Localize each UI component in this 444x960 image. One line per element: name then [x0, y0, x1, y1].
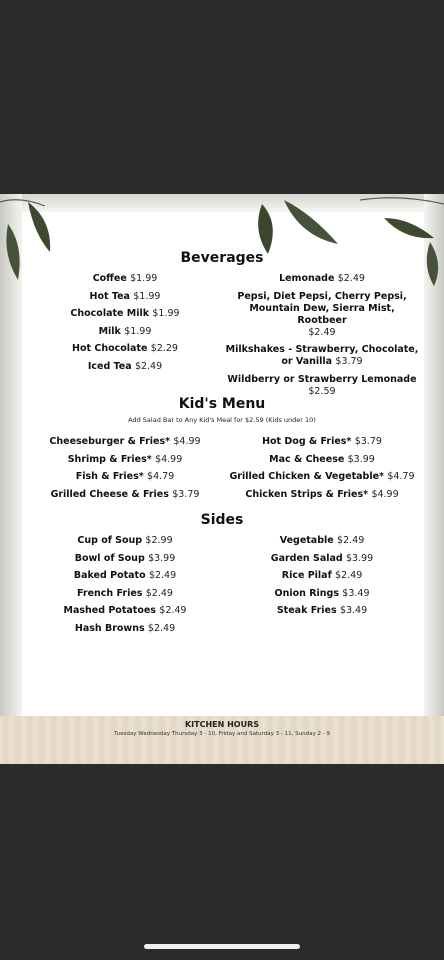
menu-item: Hot Dog & Fries* $3.79 — [262, 436, 382, 447]
menu-item: Hot Chocolate $2.29 — [72, 343, 178, 354]
menu-item: Garden Salad $3.99 — [270, 552, 374, 564]
beverages-right-column — [224, 273, 420, 403]
menu-item: Lemonade $2.49 — [279, 273, 365, 284]
menu-item: Chocolate Milk $1.99 — [70, 308, 180, 319]
menu-item: Wildberry or Strawberry Lemonade $2.59 — [227, 373, 417, 397]
menu-item: Milkshakes - Strawberry, Chocolate, or Vanilla $3.79 — [225, 344, 419, 367]
home-indicator[interactable] — [144, 944, 300, 949]
menu-item: Cheeseburger & Fries* $4.99 — [49, 436, 201, 447]
sides-title: Sides — [200, 512, 244, 528]
menu-item: Mashed Potatoes $2.49 — [63, 605, 187, 616]
menu-item: Onion Rings $3.49 — [274, 587, 370, 599]
menu-item: Pepsi, Diet Pepsi, Cherry Pepsi, Mountain Dew, Sierra Mist, Rootbeer $2.49 — [237, 290, 407, 338]
menu-item: Iced Tea $2.49 — [87, 360, 163, 372]
sides-left-column — [40, 535, 210, 640]
menu-item: Shrimp & Fries* $4.99 — [67, 453, 183, 465]
menu-item: Bowl of Soup $3.99 — [74, 552, 176, 564]
menu-item: Baked Potato $2.49 — [73, 570, 177, 581]
menu-item: Vegetable $2.49 — [279, 535, 365, 546]
kids-right-column — [224, 436, 420, 506]
menu-item: French Fries $2.49 — [77, 587, 173, 599]
kitchen-hours-title: KITCHEN HOURS — [184, 720, 260, 729]
sides-right-column — [224, 535, 420, 623]
menu-item: Rice Pilaf $2.49 — [281, 570, 363, 581]
kitchen-hours-text: Tuesday Wednesday Thursday 3 - 10, Friday and Saturday 3 - 11, Sunday 2 - 9 — [114, 731, 330, 737]
kids-menu-note: Add Salad Bar to Any Kid's Meal for $2.59 (Kids under 10) — [128, 416, 316, 424]
menu-item: Chicken Strips & Fries* $4.99 — [245, 488, 399, 500]
menu-page — [0, 194, 444, 764]
menu-item: Cup of Soup $2.99 — [77, 535, 173, 546]
menu-item: Grilled Cheese & Fries $3.79 — [50, 488, 200, 500]
menu-item: Mac & Cheese $3.99 — [269, 453, 375, 465]
menu-item: Milk $1.99 — [98, 325, 152, 337]
menu-item: Grilled Chicken & Vegetable* $4.79 — [229, 471, 415, 482]
menu-item: Hot Tea $1.99 — [89, 290, 161, 302]
menu-item: Steak Fries $3.49 — [276, 605, 368, 616]
beverages-left-column — [40, 273, 210, 378]
menu-item: Hash Browns $2.49 — [74, 622, 176, 634]
kids-left-column — [40, 436, 210, 506]
beverages-title: Beverages — [180, 250, 264, 266]
menu-item: Coffee $1.99 — [92, 273, 158, 284]
menu-item: Fish & Fries* $4.79 — [75, 471, 175, 482]
kids-menu-title: Kid's Menu — [178, 396, 266, 412]
